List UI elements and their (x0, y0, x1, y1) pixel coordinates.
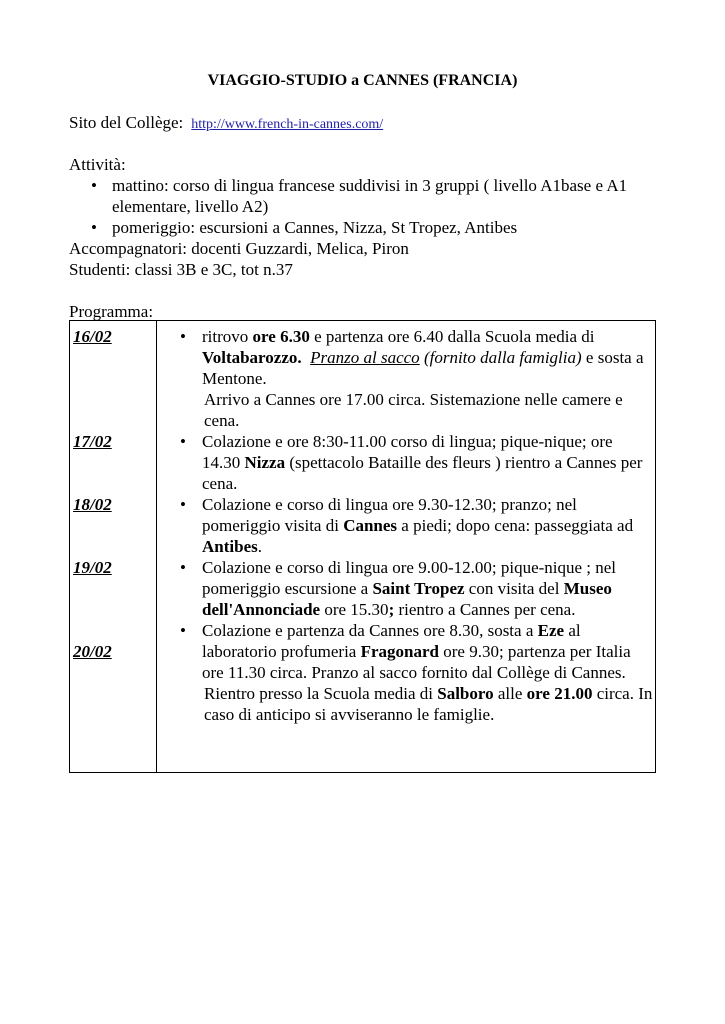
bullet-icon: • (91, 218, 97, 237)
schedule-list (180, 326, 655, 725)
document-title: VIAGGIO-STUDIO a CANNES (FRANCIA) (207, 72, 518, 89)
date-cell: 16/02 (73, 327, 112, 346)
date-cell: 18/02 (73, 495, 112, 514)
schedule-item: • Colazione e partenza da Cannes ore 8.30, sosta a Eze al laboratorio profumeria Fragonard ore 9.30; partenza per Italia ore 11.30 circa. Pranzo al sacco fornito dal Collège di Cannes. (180, 621, 631, 682)
activities-heading: Attività: (69, 155, 126, 174)
schedule-item: • Colazione e corso di lingua ore 9.30-12.30; pranzo; nel pomeriggio visita di Cannes a piedi; dopo cena: passeggiata ad Antibes. (180, 495, 634, 556)
program-table (69, 320, 656, 773)
programma-heading: Programma: (69, 302, 154, 321)
list-item: • pomeriggio: escursioni a Cannes, Nizza, St Tropez, Antibes (91, 218, 518, 237)
schedule-item: • Colazione e corso di lingua ore 9.00-12.00; pique-nique ; nel pomeriggio escursione a Saint Tropez con visita del Museo dell'Annonciade ore 15.30; rientro a Cannes per cena. (180, 558, 617, 619)
bullet-icon: • (91, 176, 97, 195)
bullet-icon: • (180, 327, 186, 346)
schedule-continuation: Arrivo a Cannes ore 17.00 circa. Sistemazione nelle camere e cena. (204, 390, 623, 430)
accompagnatori-line: Accompagnatori: docenti Guzzardi, Melica, Piron (69, 239, 409, 258)
site-label: Sito del Collège: (69, 113, 184, 132)
studenti-line: Studenti: classi 3B e 3C, tot n.37 (69, 260, 293, 279)
column-divider (156, 321, 157, 772)
activities-list (69, 175, 659, 238)
bullet-icon: • (180, 495, 186, 514)
schedule-item: • ritrovo ore 6.30 e partenza ore 6.40 dalla Scuola media di Voltabarozzo. Pranzo al sacco (fornito dalla famiglia) e sosta a Mentone. (180, 327, 644, 388)
date-cell: 19/02 (73, 558, 112, 577)
bullet-icon: • (180, 621, 186, 640)
date-cell: 20/02 (73, 642, 112, 661)
bullet-icon: • (180, 558, 186, 577)
schedule-item: • Colazione e ore 8:30-11.00 corso di lingua; pique-nique; ore 14.30 Nizza (spettacolo Bataille des fleurs ) rientro a Cannes per cena. (180, 432, 643, 493)
date-cell: 17/02 (73, 432, 112, 451)
schedule-continuation: Rientro presso la Scuola media di Salboro alle ore 21.00 circa. In caso di anticipo si avviseranno le famiglie. (204, 684, 653, 724)
site-link[interactable]: http://www.french-in-cannes.com/ (191, 117, 384, 132)
site-line (69, 112, 383, 135)
bullet-icon: • (180, 432, 186, 451)
list-item: • mattino: corso di lingua francese suddivisi in 3 gruppi ( livello A1base e A1 elementare, livello A2) (91, 176, 628, 216)
